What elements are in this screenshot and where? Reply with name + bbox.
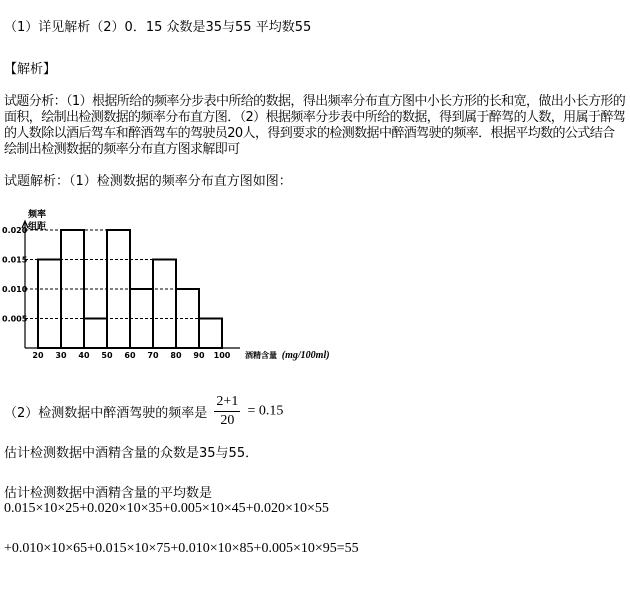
fraction-denominator: 20 bbox=[220, 413, 235, 428]
histogram-y-ticks bbox=[2, 226, 28, 324]
histogram-bar bbox=[84, 319, 107, 349]
y-tick-label: 0.005 bbox=[2, 314, 28, 324]
fraction-numerator: 2+1 bbox=[214, 394, 240, 412]
answer-line: （1）详见解析（2）0．15 众数是35与55 平均数55 bbox=[4, 20, 312, 35]
mean-intro: 估计检测数据中酒精含量的平均数是 bbox=[4, 486, 213, 501]
part2-line bbox=[4, 394, 283, 429]
frequency-histogram bbox=[0, 205, 340, 365]
histogram-bar bbox=[153, 260, 176, 349]
x-axis-label bbox=[245, 350, 330, 361]
mean-expression-1: 0.015×10×25+0.020×10×35+0.005×10×45+0.020×10×55 bbox=[4, 501, 329, 516]
y-tick-label: 0.015 bbox=[2, 255, 28, 265]
x-tick-label: 90 bbox=[193, 351, 205, 360]
frequency-fraction bbox=[214, 394, 240, 429]
x-tick-label: 80 bbox=[170, 351, 182, 360]
histogram-bar bbox=[199, 319, 222, 349]
mean-expression-2: +0.010×10×65+0.015×10×75+0.010×10×85+0.005×10×95=55 bbox=[4, 541, 359, 556]
analysis-paragraph: 试题分析：（1）根据所给的频率分步表中所给的数据，得出频率分布直方图中小长方形的长和宽，做出小长方形的面积，绘制出检测数据的频率分布直方图．（2）根据频率分步表中所给的数据，得到属于醉驾的人数，用属于醉驾的人数除以酒后驾车和醉酒驾车的驾驶员20人，得到要求的检测数据中醉酒驾驶的频率．根据平均数的公式结合绘制出检测数据的频率分布直方图求解即可 bbox=[4, 94, 626, 157]
part2-result: = 0.15 bbox=[247, 403, 284, 419]
x-axis-label-prefix: 酒精含量 bbox=[245, 351, 277, 360]
histogram-x-ticks bbox=[32, 351, 230, 360]
x-tick-label: 50 bbox=[101, 351, 113, 360]
y-tick-label: 0.020 bbox=[2, 226, 28, 235]
y-axis-label-bottom: 组距 bbox=[28, 222, 47, 232]
part2-prefix: （2）检测数据中醉酒驾驶的频率是 bbox=[4, 406, 208, 421]
section-heading: 【解析】 bbox=[4, 62, 57, 77]
histogram-dashed-guides bbox=[25, 230, 222, 319]
solution-intro: 试题解析：（1）检测数据的频率分布直方图如图： bbox=[4, 174, 292, 189]
x-tick-label: 60 bbox=[124, 351, 136, 360]
histogram-bar bbox=[38, 260, 61, 349]
x-tick-label: 70 bbox=[147, 351, 159, 360]
mode-line: 估计检测数据中酒精含量的众数是35与55． bbox=[4, 446, 259, 461]
x-tick-label: 20 bbox=[32, 351, 44, 360]
x-axis-label-unit: (mg/100ml) bbox=[281, 350, 330, 361]
x-tick-label: 30 bbox=[55, 351, 67, 360]
y-tick-label: 0.010 bbox=[2, 285, 28, 294]
y-axis-label-top: 频率 bbox=[28, 210, 47, 220]
x-tick-label: 40 bbox=[78, 351, 90, 360]
x-tick-label: 100 bbox=[213, 351, 231, 360]
